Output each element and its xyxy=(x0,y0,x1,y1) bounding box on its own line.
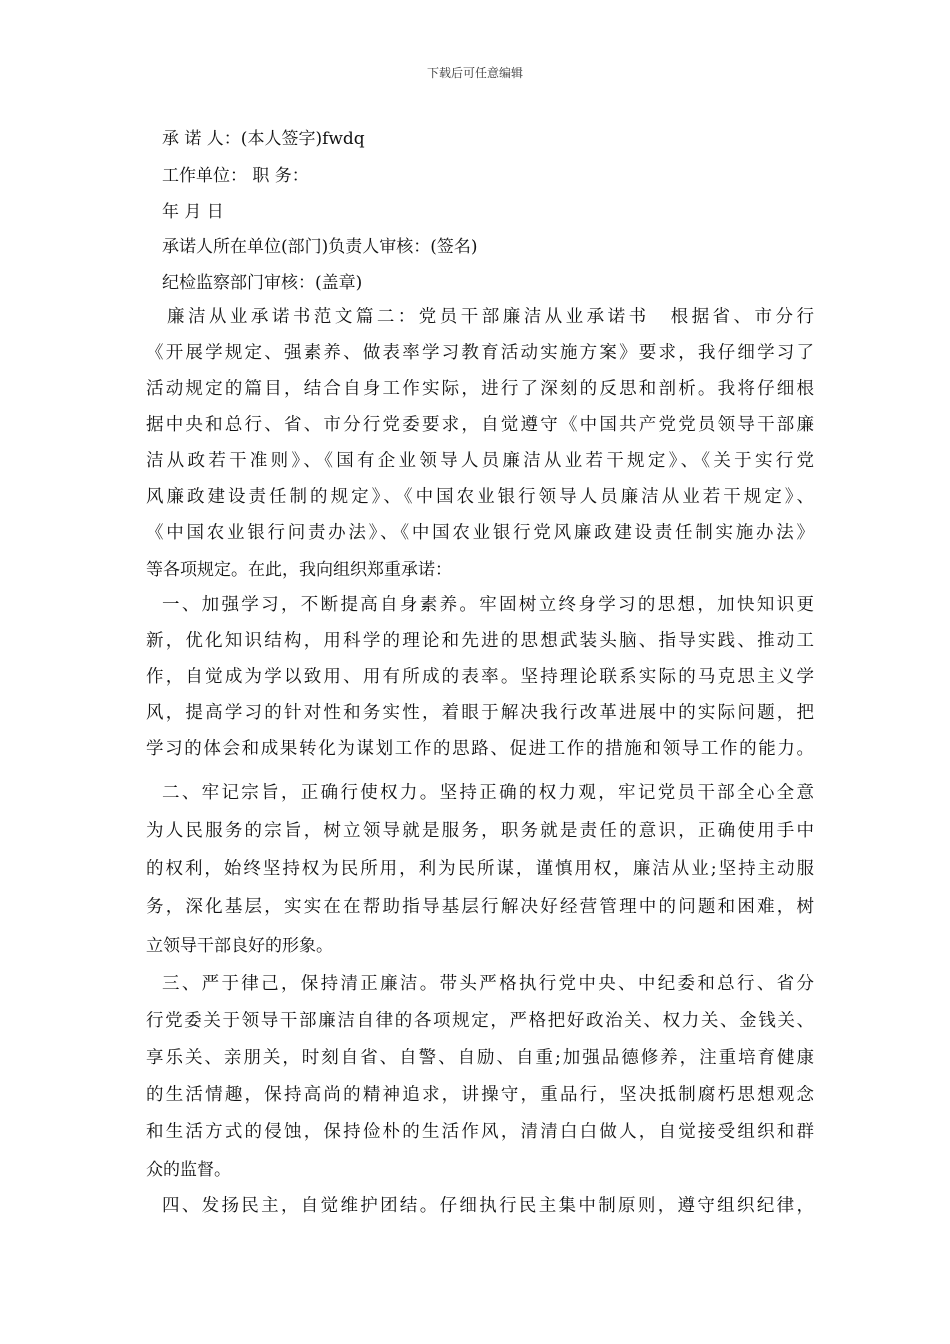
text-line: 承 诺 人：(本人签字)fwdq xyxy=(162,129,365,149)
text-line: 和生活方式的侵蚀，保持俭朴的生活作风，清清白白做人，自觉接受组织和群 xyxy=(146,1122,814,1142)
text-line: 众的监督。 xyxy=(146,1160,231,1180)
text-line: 行党委关于领导干部廉洁自律的各项规定，严格把好政治关、权力关、金钱关、 xyxy=(146,1011,814,1031)
text-line: 二、牢记宗旨，正确行使权力。坚持正确的权力观，牢记党员干部全心全意 xyxy=(162,783,814,803)
text-line: 风廉政建设责任制的规定》、《中国农业银行领导人员廉洁从业若干规定》、 xyxy=(146,487,814,507)
text-line: 三、严于律己，保持清正廉洁。带头严格执行党中央、中纪委和总行、省分 xyxy=(162,974,814,994)
text-line: 纪检监察部门审核：(盖章) xyxy=(162,273,363,293)
text-line: 据中央和总行、省、市分行党委要求，自觉遵守《中国共产党党员领导干部廉 xyxy=(146,415,814,435)
text-line: 《中国农业银行问责办法》、《中国农业银行党风廉政建设责任制实施办法》 xyxy=(146,523,814,543)
text-line: 风，提高学习的针对性和务实性，着眼于解决我行改革进展中的实际问题，把 xyxy=(146,703,814,723)
text-line: 等各项规定。在此，我向组织郑重承诺： xyxy=(146,560,452,580)
text-line: 务，深化基层，实实在在帮助指导基层行解决好经营管理中的问题和困难，树 xyxy=(146,897,814,917)
text-line: 为人民服务的宗旨，树立领导就是服务，职务就是责任的意识，正确使用手中 xyxy=(146,821,814,841)
text-line: 《开展学规定、强素养、做表率学习教育活动实施方案》要求，我仔细学习了 xyxy=(146,343,814,363)
text-line: 承诺人所在单位(部门)负责人审核：(签名) xyxy=(162,237,478,257)
text-line: 立领导干部良好的形象。 xyxy=(146,936,333,956)
text-line: 洁从政若干准则》、《国有企业领导人员廉洁从业若干规定》、《关于实行党 xyxy=(146,451,814,471)
text-line: 廉洁从业承诺书范文篇二：党员干部廉洁从业承诺书 根据省、市分行 xyxy=(146,307,814,327)
text-line: 享乐关、亲朋关，时刻自省、自警、自励、自重;加强品德修养，注重培育健康 xyxy=(146,1048,814,1068)
text-line: 新，优化知识结构，用科学的理论和先进的思想武装头脑、指导实践、推动工 xyxy=(146,631,814,651)
text-line: 年 月 日 xyxy=(162,202,224,222)
text-line: 的生活情趣，保持高尚的精神追求，讲操守，重品行，坚决抵制腐朽思想观念 xyxy=(146,1085,814,1105)
text-line: 作，自觉成为学以致用、用有所成的表率。坚持理论联系实际的马克思主义学 xyxy=(146,667,814,687)
text-line: 活动规定的篇目，结合自身工作实际，进行了深刻的反思和剖析。我将仔细根 xyxy=(146,379,814,399)
page-header: 下载后可任意编辑 xyxy=(426,66,523,80)
text-line: 学习的体会和成果转化为谋划工作的思路、促进工作的措施和领导工作的能力。 xyxy=(146,739,814,759)
text-line: 工作单位： 职 务： xyxy=(162,166,309,186)
text-line: 四、发扬民主，自觉维护团结。仔细执行民主集中制原则，遵守组织纪律， xyxy=(162,1196,814,1216)
text-line: 的权利，始终坚持权为民所用，利为民所谋，谨慎用权，廉洁从业;坚持主动服 xyxy=(146,859,814,879)
text-line: 一、加强学习，不断提高自身素养。牢固树立终身学习的思想，加快知识更 xyxy=(162,595,814,615)
